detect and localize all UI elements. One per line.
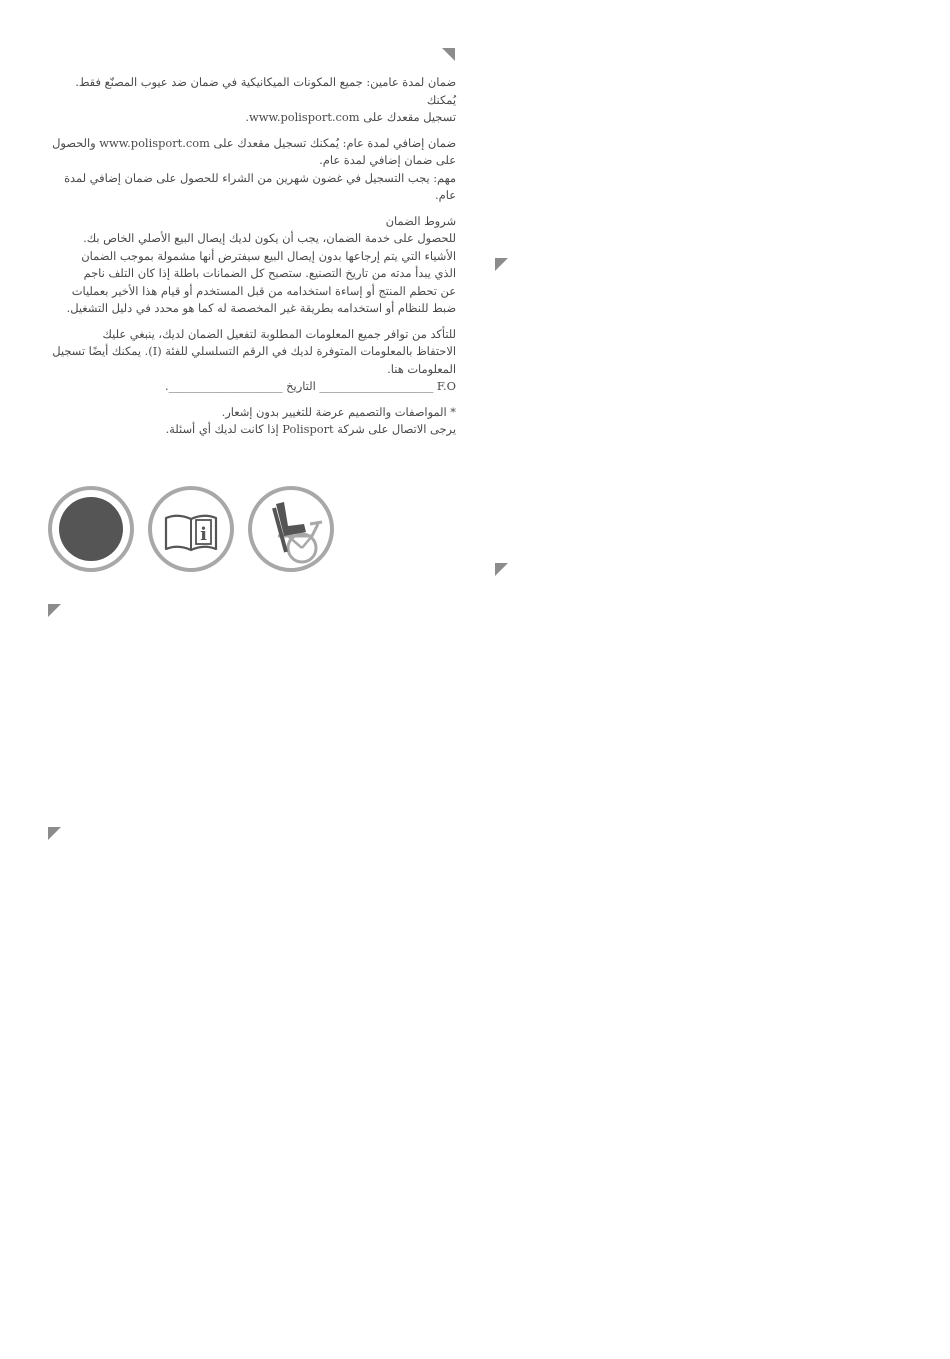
text-line: الأشياء التي يتم إرجاعها بدون إيصال البيع سيفترض أنها مشمولة بموجب الضمان <box>81 248 456 263</box>
manual-info-icon <box>148 486 234 572</box>
corner-mark-top <box>442 48 455 61</box>
text-line: المعلومات هنا. <box>387 361 456 376</box>
info-letter: i <box>200 524 207 545</box>
extra-year-warranty <box>46 135 456 205</box>
text-line: للحصول على خدمة الضمان، يجب أن يكون لديك إيصال البيع الأصلي الخاص بك. <box>83 231 456 245</box>
corner-mark-right-upper <box>495 258 508 271</box>
bike-seat-icon <box>248 486 334 572</box>
text-line: ضمان إضافي لمدة عام: يُمكنك تسجيل مقعدك على www.polisport.com والحصول <box>52 135 456 150</box>
text-line: تسجيل مقعدك على www.polisport.com. <box>245 110 456 124</box>
form-line: F.O ____________________ التاريخ ____________________. <box>165 379 456 393</box>
corner-mark-right-lower <box>495 563 508 576</box>
warranty-conditions <box>46 213 456 318</box>
text-line: مهم: يجب التسجيل في غضون شهرين من الشراء للحصول على ضمان إضافي لمدة عام. <box>64 170 456 202</box>
text-line: عن تحطم المنتج أو إساءة استخدامه من قبل المستخدم أو قيام هذا الأخير بعمليات <box>71 283 456 298</box>
footnotes <box>46 404 456 439</box>
two-year-warranty <box>46 74 456 127</box>
text-line: ضمان لمدة عامين: جميع المكونات الميكانيكية في ضمان ضد عيوب المصنّع فقط. يُمكنك <box>75 75 456 107</box>
text-line: للتأكد من توافر جميع المعلومات المطلوبة لتفعيل الضمان لديك، ينبغي عليك <box>102 326 456 341</box>
corner-mark-left-upper <box>48 604 61 617</box>
icon-row <box>48 486 338 576</box>
text-line: الاحتفاظ بالمعلومات المتوفرة لديك في الرقم التسلسلي للفئة (I). يمكنك أيضًا تسجيل <box>52 344 456 358</box>
warranty-text <box>46 74 456 447</box>
text-line: الذي يبدأ مدته من تاريخ التصنيع. ستصبح كل الضمانات باطلة إذا كان التلف ناجم <box>83 266 456 280</box>
filled-dot-icon <box>48 486 134 572</box>
text-line: يرجى الاتصال على شركة Polisport إذا كانت لديك أي أسئلة. <box>165 422 456 436</box>
text-line: ضبط للنظام أو استخدامه بطريقة غير المخصصة له كما هو محدد في دليل التشغيل. <box>66 301 456 315</box>
corner-mark-left-lower <box>48 827 61 840</box>
text-line: * المواصفات والتصميم عرضة للتغيير بدون إشعار. <box>221 404 456 419</box>
info-note <box>46 326 456 396</box>
text-line: على ضمان إضافي لمدة عام. <box>319 153 456 167</box>
conditions-heading: شروط الضمان <box>385 213 456 228</box>
